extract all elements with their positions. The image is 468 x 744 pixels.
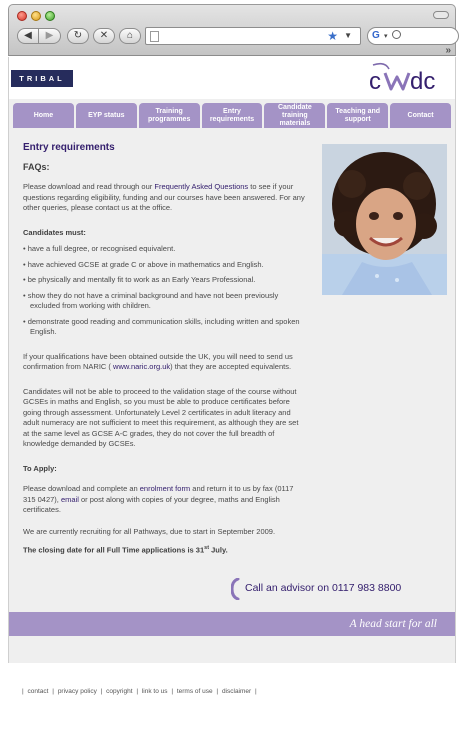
candidates-heading: Candidates must: bbox=[23, 227, 86, 237]
content-panel bbox=[9, 99, 455, 695]
apply-heading: To Apply: bbox=[23, 463, 57, 473]
svg-text:c: c bbox=[369, 68, 381, 95]
footer-link-privacy-policy[interactable]: privacy policy bbox=[57, 688, 97, 695]
faq-intro: Please download and read through our Frequently Asked Questions to see if your questions regarding eligibility, funding and our courses have been answered. For any other queries, please contact us at the office. bbox=[23, 182, 305, 212]
nav-tab-home[interactable]: Home bbox=[13, 103, 74, 128]
stop-icon: ✕ bbox=[99, 30, 109, 41]
requirement-item: • have a full degree, or recognised equivalent. bbox=[23, 244, 176, 253]
chevron-down-icon[interactable]: ▼ bbox=[344, 31, 352, 40]
requirement-item: • have achieved GCSE at grade C or above in mathematics and English. bbox=[23, 259, 264, 269]
faq-link[interactable]: Frequently Asked Questions bbox=[154, 182, 249, 191]
bookmarks-overflow-icon[interactable]: » bbox=[445, 45, 451, 56]
requirement-item: • demonstrate good reading and communication skills, including written and spoken English. bbox=[23, 316, 300, 336]
call-advisor-banner[interactable] bbox=[231, 577, 441, 601]
home-button[interactable] bbox=[119, 28, 141, 44]
main-navigation bbox=[13, 103, 451, 128]
tribal-logo[interactable]: TRIBAL bbox=[11, 70, 73, 87]
close-window-icon[interactable] bbox=[17, 11, 27, 21]
nav-tab-training-programmes[interactable]: Training programmes bbox=[139, 103, 200, 128]
cwdc-logo[interactable] bbox=[367, 59, 447, 95]
footer-link-disclaimer[interactable]: disclaimer bbox=[221, 688, 252, 695]
call-advisor-text: Call an advisor on 0117 983 8800 bbox=[245, 582, 402, 594]
web-page bbox=[8, 57, 456, 695]
nav-tab-entry-requirements[interactable]: Entry requirements bbox=[202, 103, 263, 128]
footer-links: | contact | privacy policy | copyright | link to us | terms of use | disclaimer | bbox=[22, 688, 257, 695]
browser-window-toolbar bbox=[8, 4, 456, 56]
bookmark-star-icon[interactable]: ★ bbox=[327, 29, 338, 43]
smiling-child-photo bbox=[322, 144, 447, 295]
footer-link-link-to-us[interactable]: link to us bbox=[141, 688, 168, 695]
search-engine-icon[interactable]: G bbox=[372, 30, 380, 41]
search-input[interactable] bbox=[367, 27, 459, 45]
address-bar[interactable] bbox=[145, 27, 361, 45]
main-content bbox=[23, 143, 305, 556]
stop-button[interactable] bbox=[93, 28, 115, 44]
search-icon bbox=[392, 30, 401, 39]
nav-tab-eyp-status[interactable]: EYP status bbox=[76, 103, 137, 128]
faq-heading: FAQs: bbox=[23, 161, 50, 172]
zoom-window-icon[interactable] bbox=[45, 11, 55, 21]
home-icon: ⌂ bbox=[126, 30, 134, 41]
requirement-item: • be physically and mentally fit to work as an Early Years Professional. bbox=[23, 275, 256, 284]
naric-paragraph: If your qualifications have been obtained outside the UK, you will need to send us confirmation from NARIC ( www.naric.org.uk) that they are accepted equivalents. bbox=[23, 351, 293, 371]
gcse-paragraph: Candidates will not be able to proceed to the validation stage of the course without GCSEs in maths and English, so you must be able to produce certificates before going through assessment. Unfortunately Level 2 certificates in adult literacy and adult numeracy are not sufficient to meet this requirement, as although they are set at the same level as GCSE A-C grades, they do not cover the full breadth of knowledge demanded by GCSEs. bbox=[23, 386, 299, 448]
tagline-band: A head start for all bbox=[9, 612, 455, 636]
apply-paragraph: Please download and complete an enrolment form and return it to us by fax (0117 315 0427), email or post along with copies of your degree, maths and English certificates. bbox=[23, 484, 294, 514]
reload-icon: ↻ bbox=[73, 30, 83, 41]
back-arrow-icon: ◀ bbox=[24, 30, 32, 41]
requirement-item: • show they do not have a criminal background and have not been previously excluded from working with children. bbox=[23, 290, 279, 310]
recruiting-notice: We are currently recruiting for all Pathways, due to start in September 2009. bbox=[23, 526, 276, 536]
svg-text:dc: dc bbox=[410, 68, 436, 95]
forward-arrow-icon: ▶ bbox=[45, 30, 54, 41]
page-title: Entry requirements bbox=[23, 142, 115, 153]
footer-link-terms-of-use[interactable]: terms of use bbox=[176, 688, 213, 695]
nav-tab-contact[interactable]: Contact bbox=[390, 103, 451, 128]
back-button[interactable] bbox=[17, 28, 39, 44]
forward-button[interactable] bbox=[39, 28, 61, 44]
naric-link[interactable]: www.naric.org.uk bbox=[113, 362, 171, 371]
enrolment-form-link[interactable]: enrolment form bbox=[139, 484, 191, 493]
closing-date: The closing date for all Full Time applications is 31st July. bbox=[23, 545, 228, 555]
site-header bbox=[9, 57, 455, 99]
nav-tab-candidate-training-materials[interactable]: Candidate training materials bbox=[264, 103, 325, 128]
page-icon bbox=[150, 31, 159, 42]
chevron-down-icon[interactable]: ▾ bbox=[384, 33, 388, 40]
phone-icon bbox=[231, 578, 241, 600]
email-link[interactable]: email bbox=[60, 494, 79, 504]
nav-tab-teaching-and-support[interactable]: Teaching and support bbox=[327, 103, 388, 128]
toolbar-toggle-icon[interactable] bbox=[433, 11, 449, 19]
minimize-window-icon[interactable] bbox=[31, 11, 41, 21]
reload-button[interactable] bbox=[67, 28, 89, 44]
footer-link-copyright[interactable]: copyright bbox=[106, 688, 133, 695]
footer-link-contact[interactable]: contact bbox=[27, 688, 49, 695]
